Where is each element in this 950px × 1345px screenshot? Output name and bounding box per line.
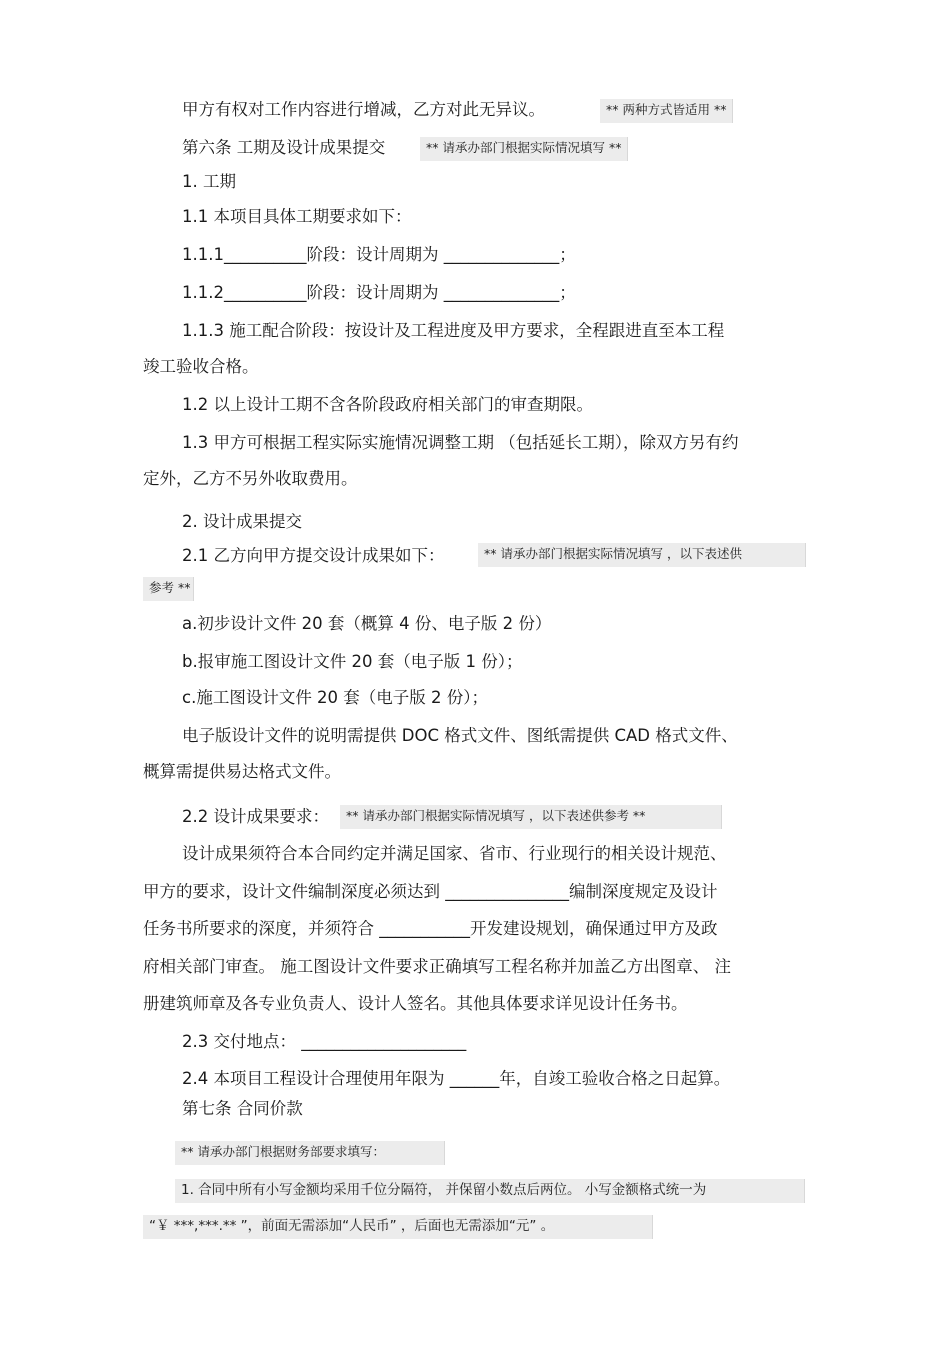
paragraph-line: 1.1.3 施工配合阶段：按设计及工程进度及甲方要求，全程跟进直至本工程	[182, 321, 725, 340]
section-heading: 2. 设计成果提交	[182, 512, 302, 531]
editor-note: ** 请承办部门根据实际情况填写 ，以下表述供参考 **	[340, 805, 722, 829]
editor-note: “￥ ***,***.** ”，前面无需添加“人民币” ，后面也无需添加“元” 。	[143, 1215, 653, 1239]
paragraph-line: 定外，乙方不另外收取费用。	[143, 469, 358, 488]
list-item: a.初步设计文件 20 套（概算 4 份、电子版 2 份）	[182, 614, 552, 633]
editor-note: ** 请承办部门根据实际情况填写 ，以下表述供	[478, 543, 806, 567]
paragraph-line: 1.3 甲方可根据工程实际实施情况调整工期 （包括延长工期），除双方另有约	[182, 433, 739, 452]
paragraph-line: 2.1 乙方向甲方提交设计成果如下：	[182, 546, 445, 565]
paragraph-line: 1.1 本项目具体工期要求如下：	[182, 207, 412, 226]
paragraph-line: 设计成果须符合本合同约定并满足国家、省市、行业现行的相关设计规范、	[182, 844, 727, 863]
article-6-heading: 第六条 工期及设计成果提交	[182, 138, 386, 157]
editor-note: ** 两种方式皆适用 **	[600, 99, 733, 123]
paragraph-line: 甲方有权对工作内容进行增减，乙方对此无异议。	[182, 100, 545, 119]
list-item: b.报审施工图设计文件 20 套（电子版 1 份）；	[182, 652, 523, 671]
paragraph-line: 1.2 以上设计工期不含各阶段政府相关部门的审查期限。	[182, 395, 593, 414]
paragraph-line: 2.2 设计成果要求：	[182, 807, 329, 826]
paragraph-line: 概算需提供易达格式文件。	[143, 762, 341, 781]
fill-in-line: 1.1.2__________阶段：设计周期为 ______________；	[182, 283, 576, 302]
editor-note: 参考 **	[143, 577, 194, 601]
editor-note: 1. 合同中所有小写金额均采用千位分隔符， 并保留小数点后两位。 小写金额格式统一为	[175, 1179, 805, 1203]
article-7-heading: 第七条 合同价款	[182, 1099, 303, 1118]
paragraph-line: 电子版设计文件的说明需提供 DOC 格式文件、图纸需提供 CAD 格式文件、	[182, 726, 738, 745]
section-heading: 1. 工期	[182, 172, 236, 191]
paragraph-line: 竣工验收合格。	[143, 357, 259, 376]
paragraph-line: 册建筑师章及各专业负责人、设计人签名。其他具体要求详见设计任务书。	[143, 994, 688, 1013]
paragraph-line: 府相关部门审查。 施工图设计文件要求正确填写工程名称并加盖乙方出图章、 注	[143, 957, 731, 976]
editor-note: ** 请承办部门根据实际情况填写 **	[420, 137, 628, 161]
fill-in-line: 2.4 本项目工程设计合理使用年限为 ______年，自竣工验收合格之日起算。	[182, 1069, 731, 1088]
paragraph-line: 任务书所要求的深度，并须符合 ___________开发建设规划，确保通过甲方及政	[143, 919, 718, 938]
fill-in-line: 2.3 交付地点： ____________________	[182, 1032, 467, 1051]
editor-note: ** 请承办部门根据财务部要求填写：	[175, 1141, 445, 1165]
paragraph-line: 甲方的要求，设计文件编制深度必须达到 _______________编制深度规定及设计	[143, 882, 718, 901]
fill-in-line: 1.1.1__________阶段：设计周期为 ______________；	[182, 245, 576, 264]
list-item: c.施工图设计文件 20 套（电子版 2 份）；	[182, 688, 489, 707]
